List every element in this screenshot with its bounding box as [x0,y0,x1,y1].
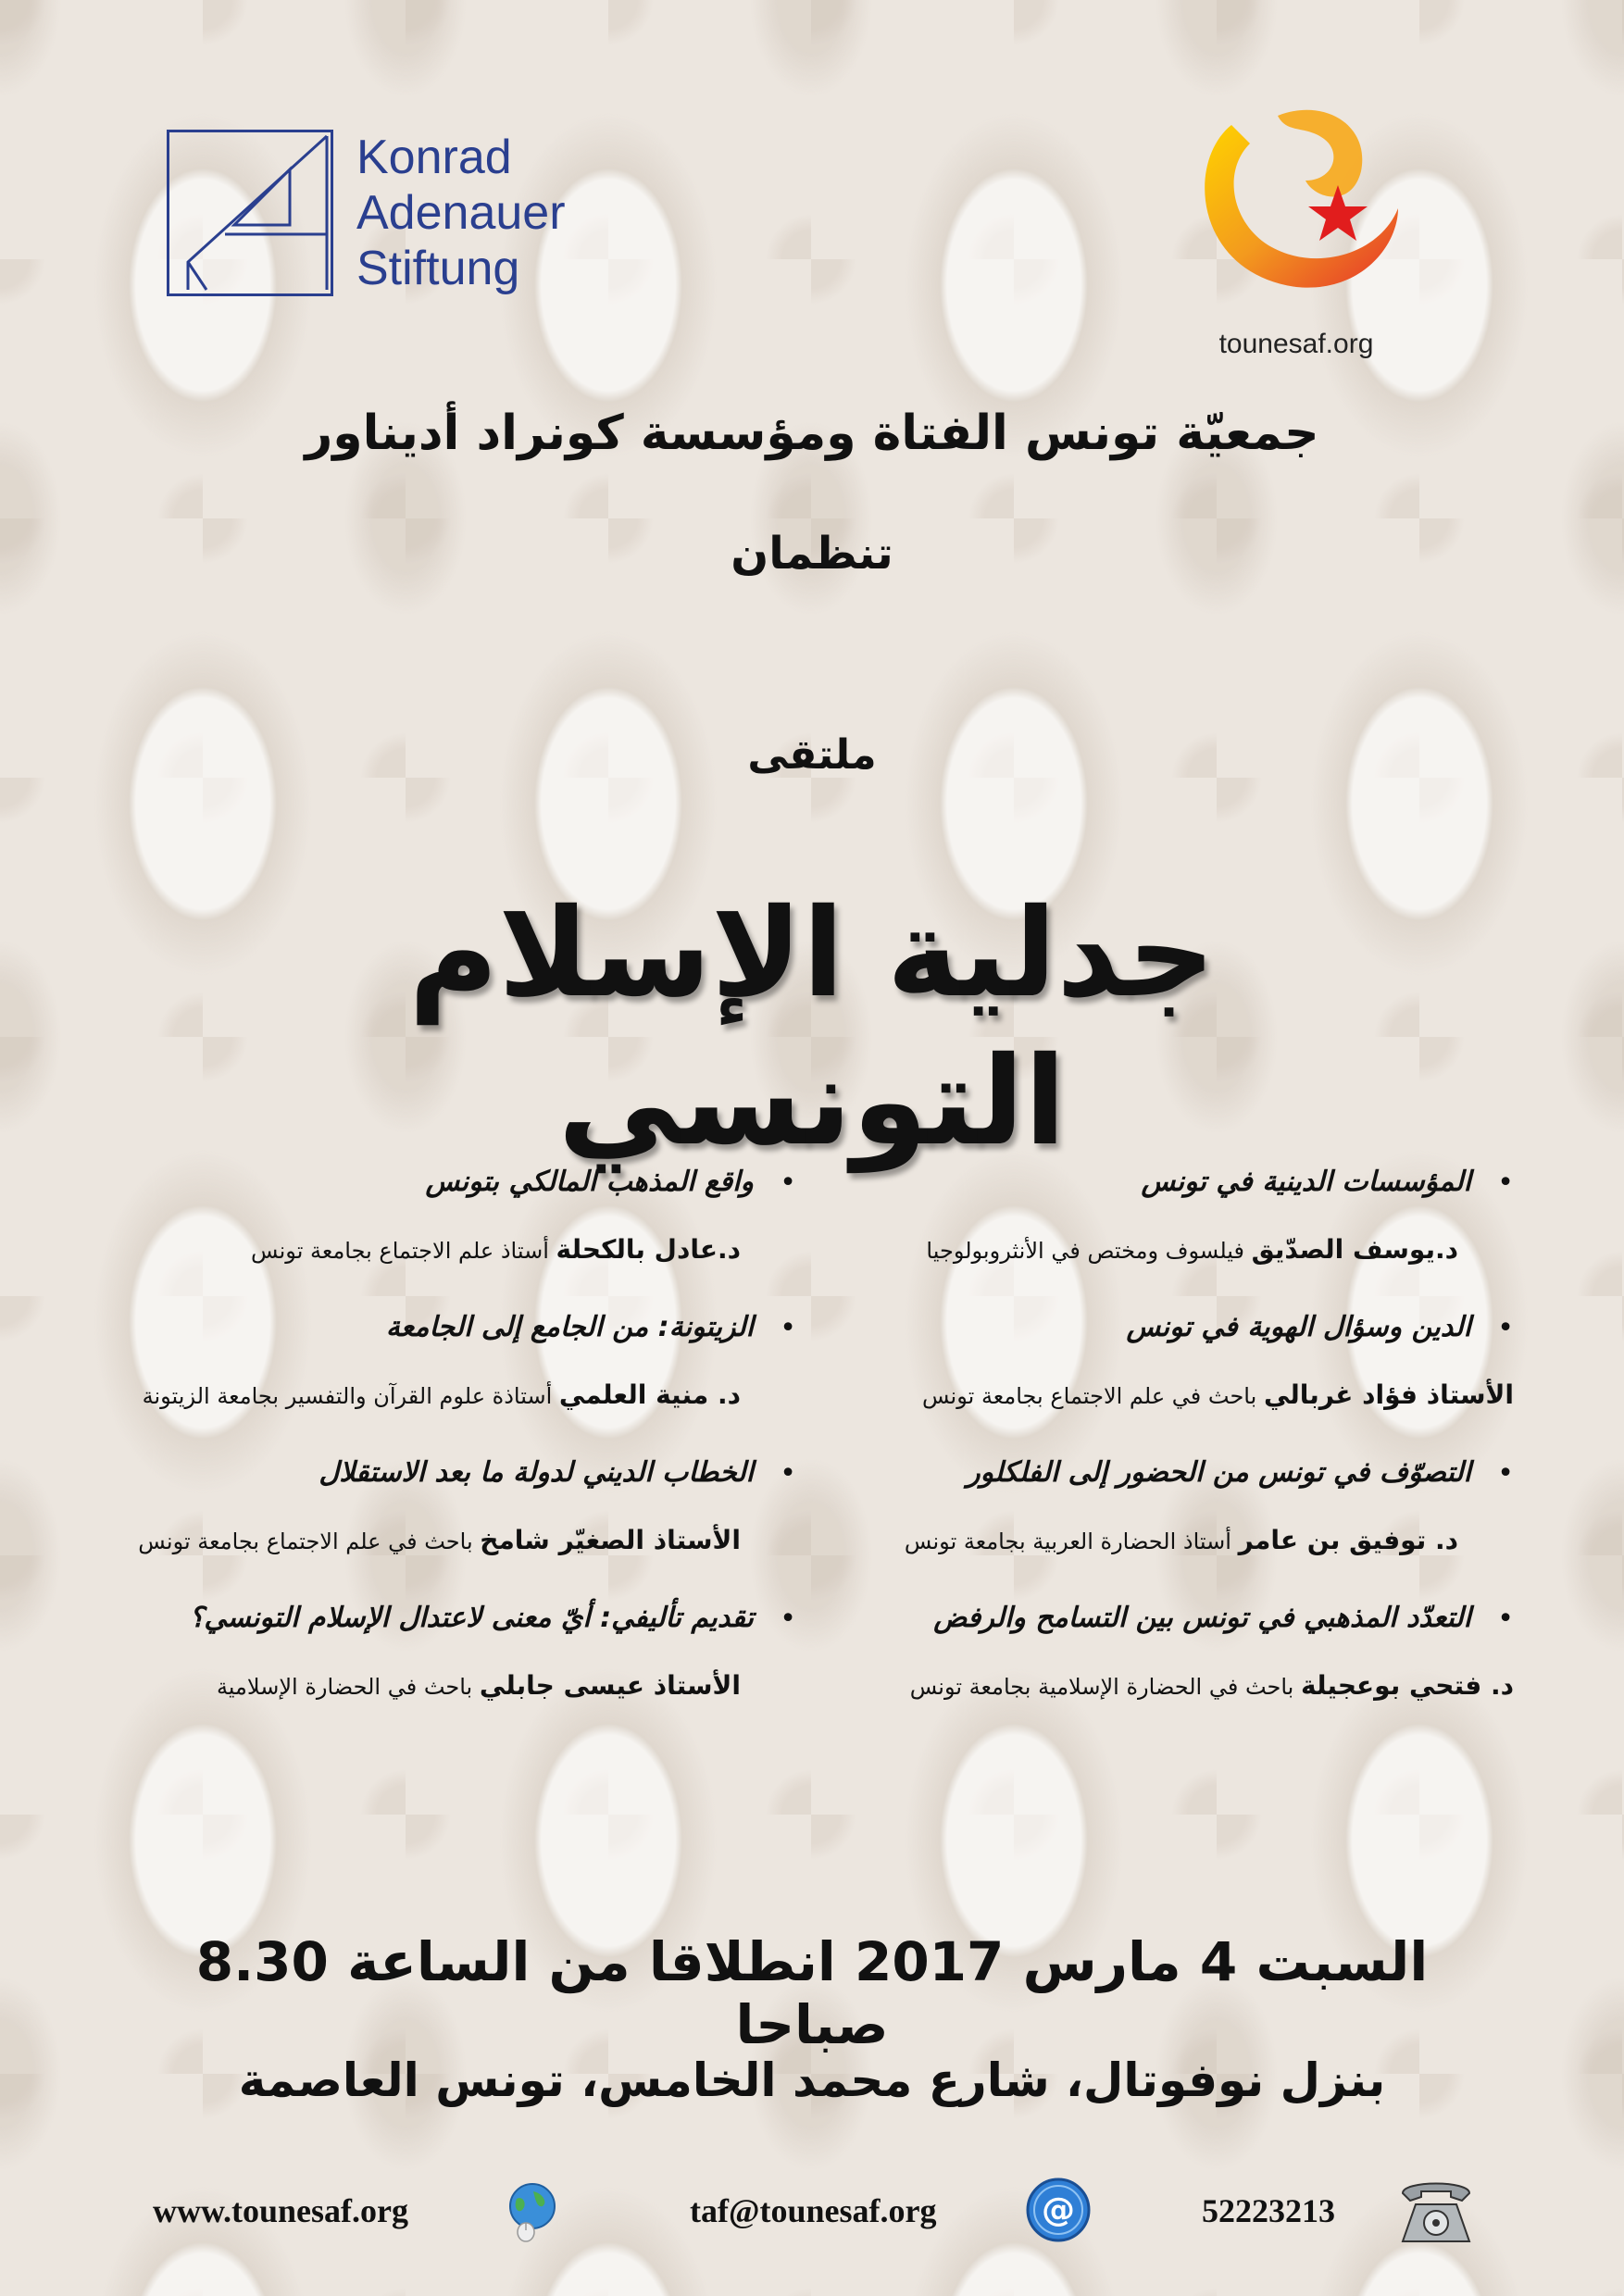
speaker-role: باحث في علم الاجتماع بجامعة تونس [921,1383,1257,1409]
session-speaker [838,1377,1514,1415]
bullet-icon: • [1497,1312,1514,1344]
session-item [120,1162,796,1307]
speaker-name: الأستاذ الصغيّر شامخ [480,1525,741,1555]
tounesaf-emblem-icon [1167,97,1426,329]
session-title: التعدّد المذهبي في تونس بين التسامح والرفض [933,1602,1471,1634]
speaker-name: د.عادل بالكحلة [556,1234,741,1265]
svg-text:@: @ [1042,2191,1075,2229]
speaker-name: الأستاذ عيسى جابلي [479,1670,741,1701]
bullet-icon: • [1497,1457,1514,1490]
bullet-icon: • [780,1312,796,1344]
kas-logo [167,130,630,306]
session-title: واقع المذهب المالكي بتونس [425,1166,754,1198]
session-title: تقديم تأليفي: أيّ معنى لاعتدال الإسلام التونسي؟ [189,1602,754,1634]
speaker-role: باحث في الحضارة الإسلامية [216,1674,473,1700]
session-item [120,1307,796,1453]
session-item [838,1307,1514,1453]
telephone-icon [1393,2173,1479,2247]
kas-line-2: Adenauer [356,186,566,240]
speaker-name: الأستاذ فؤاد غربالي [1263,1379,1514,1410]
kas-line-3: Stiftung [356,242,520,295]
speaker-name: د.يوسف الصدّيق [1251,1234,1458,1265]
globe-icon [500,2178,565,2243]
session-speaker [120,1377,796,1415]
bullet-icon: • [780,1457,796,1490]
session-item [120,1598,796,1743]
kas-line-1: Konrad [356,131,512,184]
session-item [838,1162,1514,1307]
session-item [838,1453,1514,1598]
speaker-role: باحث في علم الاجتماع بجامعة تونس [138,1529,473,1554]
kas-a-icon [169,132,331,293]
session-speaker [120,1522,796,1560]
organize-line: تنظمان [731,528,893,580]
forum-label: ملتقى [747,731,877,779]
session-item [838,1598,1514,1743]
speaker-name: د. منية العلمي [558,1379,741,1410]
speaker-name: د. توفيق بن عامر [1238,1525,1458,1555]
phone-number: 52223213 [1202,2192,1335,2229]
session-title: الزيتونة: من الجامع إلى الجامعة [385,1311,754,1343]
speaker-role: أستاذ علم الاجتماع بجامعة تونس [251,1238,549,1264]
speaker-role: فيلسوف ومختص في الأنثروبولوجيا [926,1238,1245,1264]
session-item [120,1453,796,1598]
session-title: المؤسسات الدينية في تونس [1141,1166,1471,1198]
session-speaker [120,1231,796,1269]
event-place: بنزل نوفوتال، شارع محمد الخامس، تونس العاصمة [238,2053,1386,2107]
tounesaf-url: tounesaf.org [1218,329,1374,359]
session-title: الخطاب الديني لدولة ما بعد الاستقلال [319,1456,754,1489]
bullet-icon: • [1497,1167,1514,1199]
speaker-role: باحث في الحضارة الإسلامية بجامعة تونس [909,1674,1294,1700]
email-link[interactable]: taf@tounesaf.org [690,2192,937,2229]
tounesaf-logo [1167,97,1426,366]
speaker-name: د. فتحي بوعجيلة [1301,1670,1514,1701]
at-sign-icon [1023,2175,1093,2245]
speaker-role: أستاذة علوم القرآن والتفسير بجامعة الزيتونة [142,1383,553,1409]
main-title: جدلية الإسلام التونسي [408,882,1216,1173]
session-title: التصوّف في تونس من الحضور إلى الفلكلور [967,1456,1471,1489]
kas-logo-mark [167,130,333,296]
sessions-left-column [120,1162,796,1743]
bullet-icon: • [1497,1603,1514,1635]
session-speaker [120,1667,796,1705]
kas-logo-text [356,130,566,296]
organizers-line: جمعيّة تونس الفتاة ومؤسسة كونراد أديناور [305,406,1319,461]
bullet-icon: • [780,1167,796,1199]
footer [0,2171,1624,2282]
website-link[interactable]: www.tounesaf.org [153,2192,408,2229]
session-speaker [838,1667,1514,1705]
session-speaker [838,1231,1514,1269]
bullet-icon: • [780,1603,796,1635]
event-date: السبت 4 مارس 2017 انطلاقا من الساعة 8.30 صباحا [195,1930,1429,2056]
speaker-role: أستاذ الحضارة العربية بجامعة تونس [904,1529,1231,1554]
sessions-right-column [838,1162,1514,1743]
session-title: الدين وسؤال الهوية في تونس [1126,1311,1471,1343]
session-speaker [838,1522,1514,1560]
